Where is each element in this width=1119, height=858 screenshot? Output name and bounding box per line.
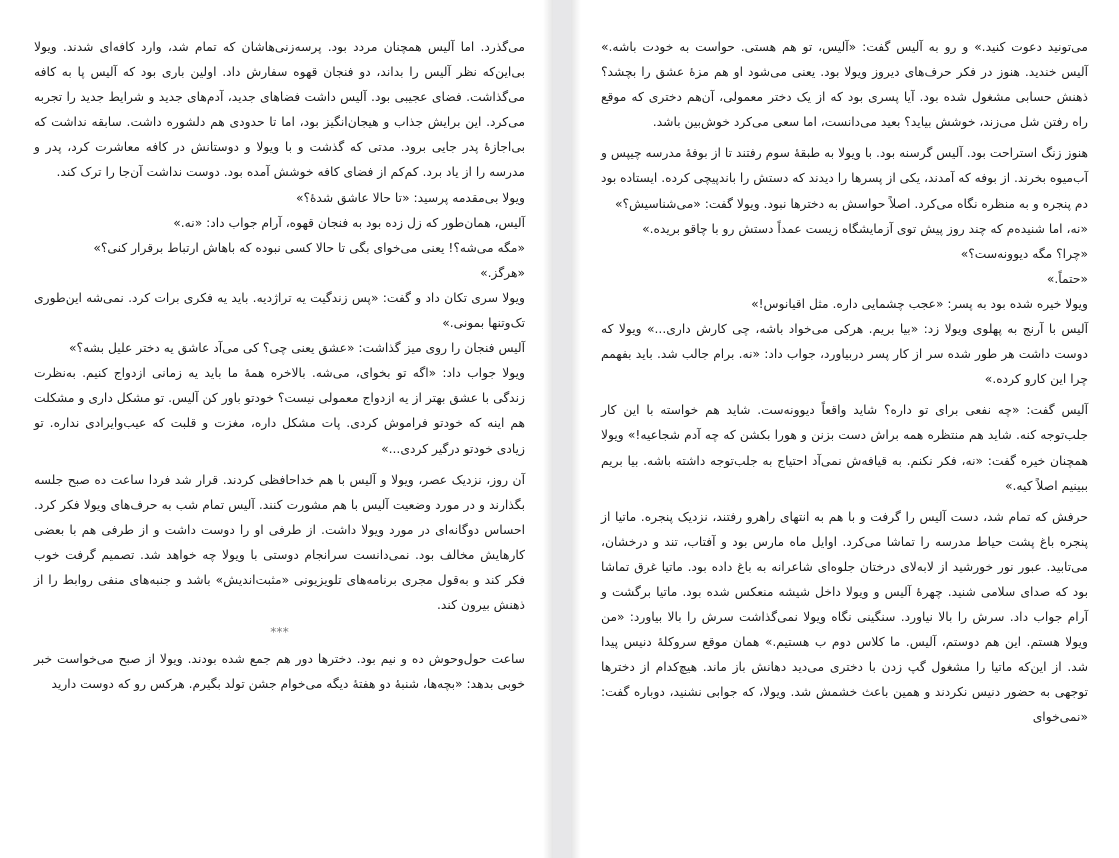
paragraph: آلیس گفت: «چه نفعی برای تو داره؟ شاید واقعاً دیوونه‌ست. شاید هم خواسته با این کار جلب‌توجه کنه. شاید هم منتظره همه براش دست بزنن و هورا بکشن که چه آدم شجاعیه!» ویولا همچنان خیره گفت: «نه، فکر نکنم. به قیافه‌ش نمی‌آد احتیاج به جلب‌توجه داشته باشه. بیا بریم ببینیم اصلاً کیه.» — [601, 403, 1088, 493]
paragraph: می‌گذرد. اما آلیس همچنان مردد بود. پرسه‌زنی‌هاشان که تمام شد، وارد کافه‌ای شدند. ویولا بی‌این‌که نظر آلیس را بداند، دو فنجان قهوه سفارش داد. اولین باری بود که آلیس پا به کافه می‌گذاشت. فضای عجیبی بود. آلیس داشت فضاهای جدید، آدم‌های جدید و شرایط جدید را تجربه می‌کرد. این برایش جذاب و هیجان‌انگیز بود، اما تا حدودی هم دلشوره داشت. سابقه نداشت که بی‌اجازهٔ پدر جایی برود. مدتی که گذشت و با ویولا و دوستانش در کافه معاشرت کرد، پدر و مدرسه را از یاد برد. کم‌کم از فضای کافه خوشش آمده بود. دوست نداشت آن‌جا را ترک کند. — [34, 40, 525, 180]
paragraph: ساعت حول‌وحوش ده و نیم بود. دخترها دور هم جمع شده بودند. ویولا از صبح می‌خواست خبر خوبی بدهد: «بچه‌ها، شنبهٔ دو هفتهٔ دیگه می‌خوام جشن تولد بگیرم. هرکس رو که دوست دارید — [34, 652, 525, 692]
paragraph: ویولا جواب داد: «اگه تو بخوای، می‌شه. بالاخره همهٔ ما باید یه زمانی ازدواج کنیم. به‌نظرت زندگی با عشق بهتر از یه ازدواج معمولی نیست؟ خودتو باور کن آلیس. تو مشکل داری و مشکلت هم اینه که خودتو فراموش کردی. پات مشکل داره، مغزت و قلبت که عیب‌وایرادی نداره. تو زیادی خودتو درگیر کردی...» — [34, 366, 525, 456]
paragraph: می‌تونید دعوت کنید.» و رو به آلیس گفت: «آلیس، تو هم هستی. حواست به خودت باشه.» آلیس خندید. هنوز در فکر حرف‌های دیروز ویولا بود. یعنی می‌شود او هم مزهٔ عشق را بچشد؟ ذهنش حسابی مشغول شده بود. آیا پسری بود که از یک دختر معمولی، آن‌هم دختری که موقع راه رفتن شل می‌زند، خوشش بیاید؟ بعید می‌دانست، اما سعی می‌کرد خوش‌بین باشد. — [601, 40, 1088, 130]
page-gutter-shadow — [571, 0, 581, 858]
left-page-text — [34, 35, 525, 697]
paragraph: «مگه می‌شه؟! یعنی می‌خوای بگی تا حالا کسی نبوده که باهاش ارتباط برقرار کنی؟» — [93, 240, 525, 255]
paragraph: حرفش که تمام شد، دست آلیس را گرفت و با هم به انتهای راهرو رفتند، نزدیک پنجره. ماتیا از پنجره باغ پشت حیاط مدرسه را تماشا می‌کرد. اوایل ماه مارس بود و آفتاب، تند و درخشان، می‌تابید. عبور نور خورشید از لابه‌لای درختان جلوه‌ای شاعرانه به باغ داده بود. ماتیا غرق تماشا بود که صدای سلامی شنید. چهرهٔ آلیس و ویولا داخل شیشه منعکس شده بود. ماتیا برگشت و آرام جواب داد. سرش را بالا نیاورد. سنگینی نگاه ویولا نمی‌گذاشت سرش را بالا بیاورد: «من ویولا هستم. این هم دوستم، آلیس. ما کلاس دوم ب هستیم.» همان موقع سروکلهٔ دنیس پیدا شد. از این‌که ماتیا را مشغول گپ زدن با دختری می‌دید دهانش باز ماند. هیچ‌کدام از دخترها توجهی به حضور دنیس نکردند و همین باعث خشمش شد. ویولا، که جوابی نشنید، دوباره گفت: «نمی‌خوای — [601, 509, 1088, 725]
left-page — [0, 0, 553, 858]
paragraph: *** — [270, 625, 289, 640]
paragraph: آلیس فنجان را روی میز گذاشت: «عشق یعنی چی؟ کی می‌آد عاشق یه دختر علیل بشه؟» — [69, 341, 525, 356]
paragraph: ویولا خیره شده بود به پسر: «عجب چشمایی داره. مثل اقیانوس!» — [751, 296, 1088, 311]
right-page — [571, 0, 1119, 858]
paragraph: «نه، اما شنیده‌م که چند روز پیش توی آزمایشگاه زیست عمداً دستش رو با چاقو بریده.» — [642, 221, 1088, 236]
paragraph: «هرگز.» — [480, 265, 525, 280]
paragraph: ویولا بی‌مقدمه پرسید: «تا حالا عاشق شده‌ٔ؟» — [295, 190, 525, 205]
paragraph: آلیس با آرنج به پهلوی ویولا زد: «بیا بریم. هرکی می‌خواد باشه، چی کارش داری...» ویولا که دوست داشت هر طور شده سر از کار پسر دربیاورد، جواب داد: «نه. برام جالب شد. باید بفهمم چرا این کارو کرده.» — [601, 322, 1088, 387]
paragraph: «چرا؟ مگه دیوونه‌ست؟» — [960, 246, 1088, 261]
page-gutter-shadow — [543, 0, 553, 858]
paragraph: ویولا سری تکان داد و گفت: «پس زندگیت یه تراژدیه. باید یه فکری برات کرد. نمی‌شه این‌طوری تک‌وتنها بمونی.» — [34, 290, 525, 331]
paragraph: «حتماً.» — [1046, 271, 1088, 286]
paragraph: آن روز، نزدیک عصر، ویولا و آلیس با هم خداحافظی کردند. قرار شد فردا ساعت ده صبح جلسه بگذارند و در مورد وضعیت آلیس با هم مشورت کنند. آلیس تمام شب به حرف‌های ویولا فکر کرد. احساس دوگانه‌ای در مورد ویولا داشت. از طرفی او را دوست داشت و از طرفی هم با بعضی کارهایش مخالف بود. نمی‌دانست سرانجام دوستی با ویولا چه خواهد شد. تصمیم گرفت خوب فکر کند و به‌قول مجری برنامه‌های تلویزیونی «مثبت‌اندیش» باشد و جنبه‌های منفی روابط را از ذهنش بیرون کند. — [34, 472, 525, 613]
right-page-text — [601, 35, 1088, 731]
paragraph: آلیس، همان‌طور که زل زده بود به فنجان قهوه، آرام جواب داد: «نه.» — [173, 215, 525, 230]
paragraph: هنوز زنگ استراحت بود. آلیس گرسنه بود. با ویولا به طبقهٔ سوم رفتند تا از بوفهٔ مدرسه چیپس و آب‌میوه بخرند. از بوفه که آمدند، یکی از پسرها را دیدند که دستش را باندپیچی کرده. ایستاده بود دم پنجره و به منظره نگاه می‌کرد. اصلاً حواسش به دخترها نبود. ویولا گفت: «می‌شناسیش؟» — [601, 146, 1088, 211]
